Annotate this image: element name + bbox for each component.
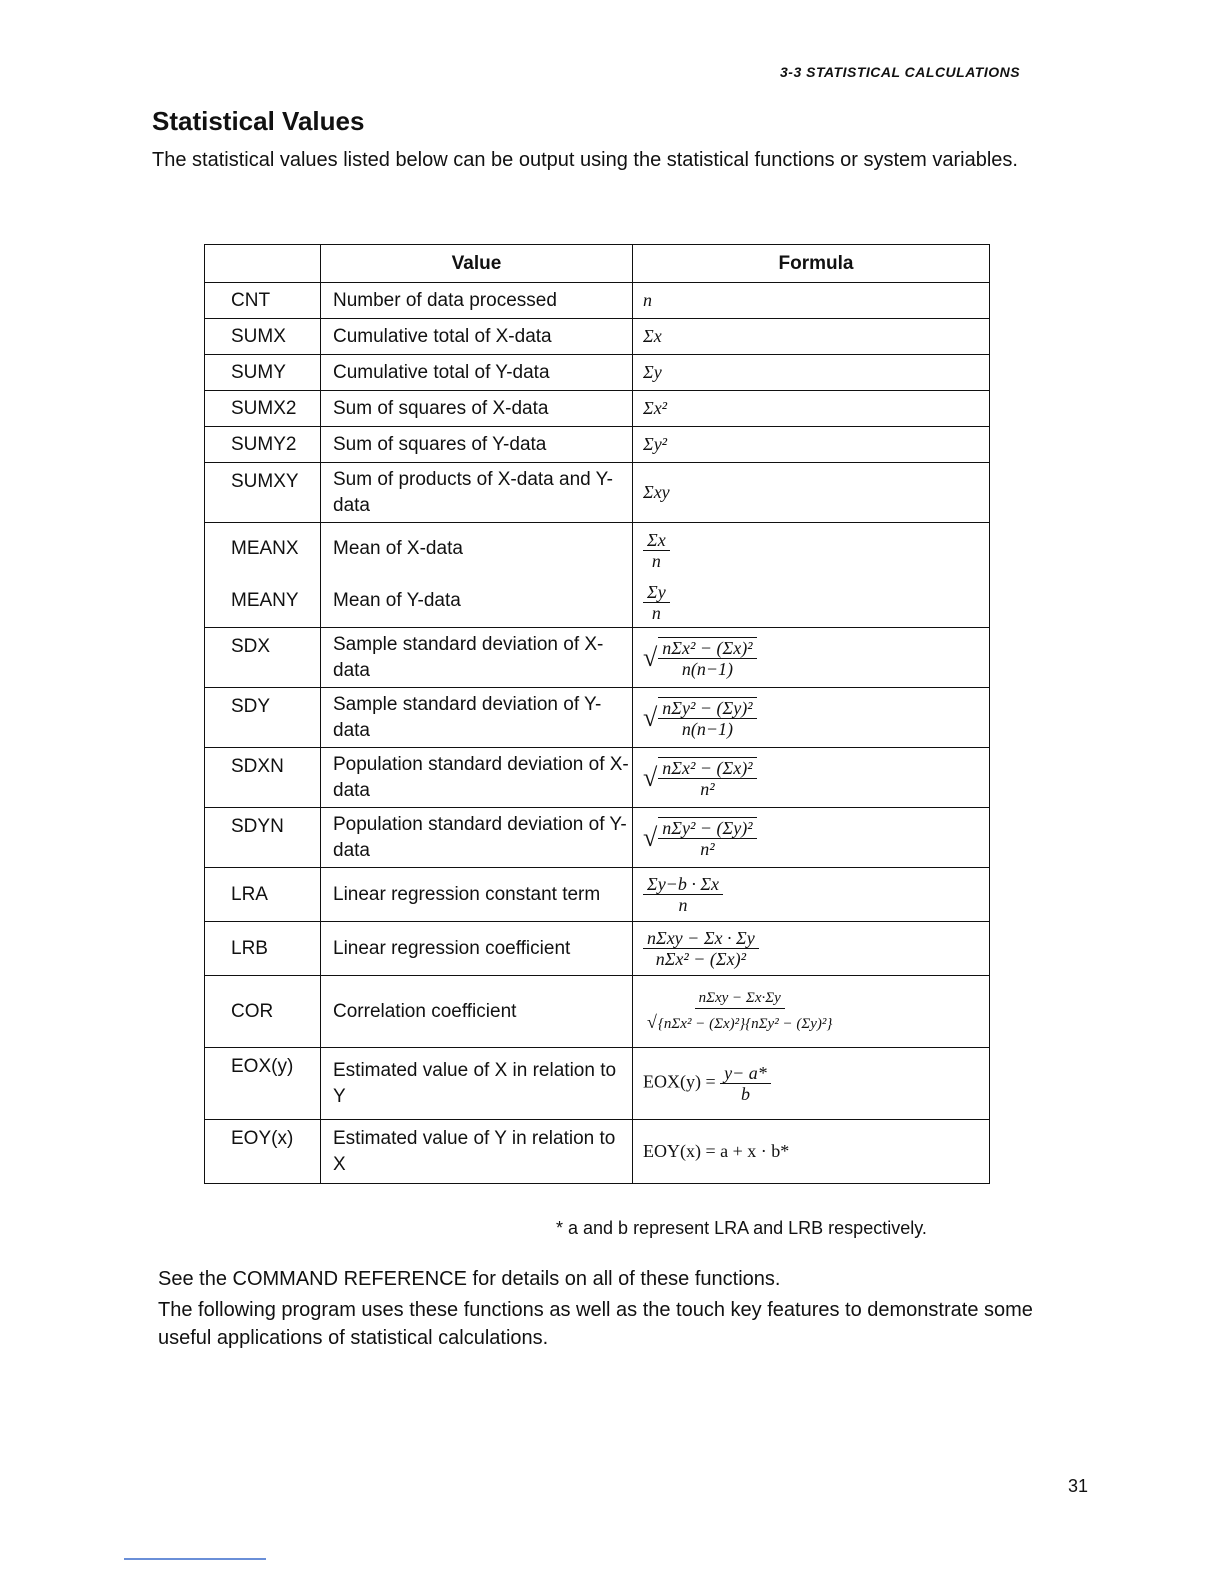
row-formula: √ $\frac{\text{nΣx² − (Σx)²}}{\text{n²}}$ [633,748,990,808]
row-formula: $\frac{\text{nΣxy − Σx·Σy}}{\text{√\{nΣx² − (Σx)²\}\{nΣy² − (Σy)²\}}}$ [633,976,990,1048]
row-name: SUMY2 [205,427,321,463]
row-formula: $\frac{\Sigma y-b \cdot \Sigma x}{n}$ [633,868,990,922]
table-row [205,463,990,523]
row-value: Population standard deviation of X-data [321,748,633,808]
table-footnote: * a and b represent LRA and LRB respectively. [556,1218,927,1238]
row-name: SDX [205,628,321,688]
table-row [205,283,990,319]
header-value: Value [321,245,633,283]
row-formula: EOY(x) = a + x · b* [633,1120,990,1184]
table-row [205,1048,990,1120]
table-row [205,355,990,391]
row-formula: EOX(y) = $\frac{y- a*}{b}$ [633,1048,990,1120]
row-value: Sample standard deviation of Y-data [321,688,633,748]
row-formula: Σx² [633,391,990,427]
table-row [205,688,990,748]
row-value: Sum of squares of X-data [321,391,633,427]
row-name: SDYN [205,808,321,868]
row-name: SDXN [205,748,321,808]
row-value [321,523,633,628]
row-name: EOY(x) [205,1120,321,1184]
row-formula: √ $\frac{\text{nΣy² − (Σy)²}}{n(n-1)}$ [633,688,990,748]
row-name: EOX(y) [205,1048,321,1120]
row-name: COR [205,976,321,1048]
row-name: SDY [205,688,321,748]
table-row [205,427,990,463]
row-name: CNT [205,283,321,319]
row-value: Estimated value of X in relation to Y [321,1048,633,1120]
table-row [205,808,990,868]
row-value: Correlation coefficient [321,976,633,1048]
row-formula: √ $\frac{\text{nΣy² − (Σy)²}}{\text{n²}}$ [633,808,990,868]
row-value: Population standard deviation of Y-data [321,808,633,868]
table-row [205,628,990,688]
row-value: Sample standard deviation of X-data [321,628,633,688]
row-formula: √ $\frac{\text{nΣx² − (Σx)²}}{n(n-1)}$ [633,628,990,688]
section-title: Statistical Values [152,106,365,136]
row-value: Linear regression coefficient [321,922,633,976]
row-formula: $\frac{\text{nΣxy − Σx · Σy}}{\text{nΣx² − (Σx)²}}$ [633,922,990,976]
bottom-rule [124,1558,266,1560]
mean-y-formula: $\frac{\Sigma y}{n}$ [643,575,989,627]
statistical-values-table [204,244,990,1184]
header-name [205,245,321,283]
mean-x-value: Mean of X-data [333,538,463,559]
row-value: Estimated value of Y in relation to X [321,1120,633,1184]
program-paragraph: The following program uses these functions as well as the touch key features to demonstrate some useful applications of statistical calculations. [158,1299,1033,1349]
row-value: Cumulative total of Y-data [321,355,633,391]
row-value: Sum of products of X-data and Y-data [321,463,633,523]
mean-y-name: MEANY [231,590,299,611]
page-number: 31 [1068,1476,1089,1496]
row-name: SUMX [205,319,321,355]
table-row [205,391,990,427]
mean-x-name: MEANX [231,538,299,559]
row-value: Linear regression constant term [321,868,633,922]
row-name: LRB [205,922,321,976]
running-header: 3-3 STATISTICAL CALCULATIONS [780,64,1021,80]
row-formula: Σx [633,319,990,355]
table-row-means [205,523,990,628]
row-formula: Σxy [633,463,990,523]
table-row [205,868,990,922]
intro-paragraph: The statistical values listed below can be output using the statistical functions or system variables. [152,149,1018,171]
mean-x-formula: $\frac{\Sigma x}{n}$ [643,523,989,575]
mean-y-value: Mean of Y-data [333,590,461,611]
row-name: SUMY [205,355,321,391]
row-formula: Σy² [633,427,990,463]
row-name: LRA [205,868,321,922]
row-formula: Σy [633,355,990,391]
table-row [205,922,990,976]
table-row [205,976,990,1048]
row-formula [633,523,990,628]
table-row [205,319,990,355]
row-value: Number of data processed [321,283,633,319]
row-name: SUMX2 [205,391,321,427]
row-value: Sum of squares of Y-data [321,427,633,463]
reference-paragraph: See the COMMAND REFERENCE for details on all of these functions. [158,1268,781,1290]
row-name [205,523,321,628]
table-row [205,1120,990,1184]
table-row [205,748,990,808]
row-formula: n [633,283,990,319]
header-formula: Formula [633,245,990,283]
row-value: Cumulative total of X-data [321,319,633,355]
row-name: SUMXY [205,463,321,523]
table-header-row [205,245,990,283]
